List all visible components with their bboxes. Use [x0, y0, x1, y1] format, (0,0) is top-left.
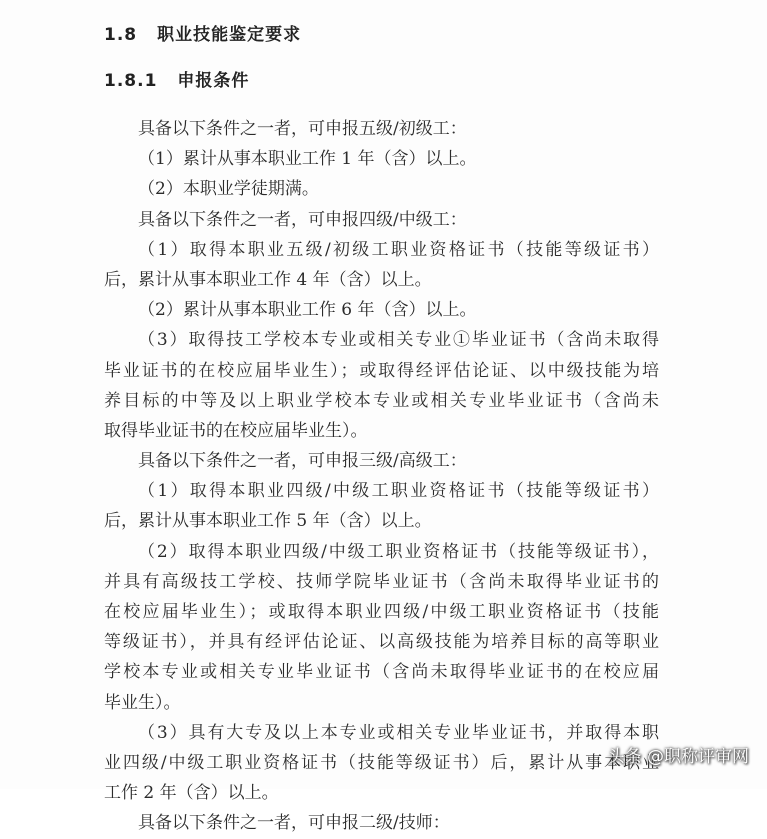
- paragraph-line: （2）本职业学徒期满。: [138, 179, 319, 200]
- paragraph-line: 具备以下条件之一者，可申报三级/高级工：: [138, 451, 467, 472]
- paragraph-line: 在校应届毕业生）；或取得本职业四级/中级工职业资格证书（技能: [104, 602, 659, 622]
- subsection-title: 申报条件: [177, 71, 250, 91]
- paragraph-line: 学校本专业或相关专业毕业证书（含尚未取得毕业证书的在校应届: [104, 662, 659, 683]
- subsection-heading: [104, 66, 249, 91]
- paragraph-line: （1）取得本职业五级/初级工职业资格证书（技能等级证书）: [138, 239, 659, 260]
- paragraph-line: 等级证书），并具有经评估论证、以高级技能为培养目标的高等职业: [104, 632, 659, 653]
- paragraph-line: （3）取得技工学校本专业或相关专业①毕业证书（含尚未取得: [138, 330, 659, 351]
- paragraph-line: 毕业证书的在校应届毕业生）；或取得经评估论证、以中级技能为培: [104, 360, 659, 381]
- paragraph-line: （1）累计从事本职业工作 1 年（含）以上。: [138, 149, 477, 170]
- paragraph-line: 取得毕业证书的在校应届毕业生）。: [104, 420, 368, 441]
- paragraph-line: （3）具有大专及以上本专业或相关专业毕业证书，并取得本职: [138, 722, 659, 743]
- subsection-number: 1.8.1: [104, 71, 158, 91]
- paragraph-line: 具备以下条件之一者，可申报二级/技师：: [138, 813, 450, 834]
- body-text: [104, 114, 659, 839]
- paragraph-line: 后，累计从事本职业工作 5 年（含）以上。: [104, 511, 432, 532]
- paragraph-line: 并具有高级技工学校、技师学院毕业证书（含尚未取得毕业证书的: [104, 571, 659, 592]
- paragraph-line: 具备以下条件之一者，可申报五级/初级工：: [138, 119, 467, 139]
- watermark: 头条 @职称评审网: [607, 747, 749, 767]
- section-heading: [104, 20, 301, 45]
- paragraph-line: （2）累计从事本职业工作 6 年（含）以上。: [138, 300, 477, 321]
- paragraph-line: 毕业生）。: [104, 692, 181, 713]
- paragraph-line: 养目标的中等及以上职业学校本专业或相关专业毕业证书（含尚未: [104, 390, 659, 411]
- section-number: 1.8: [104, 25, 138, 45]
- paragraph-line: 后，累计从事本职业工作 4 年（含）以上。: [104, 269, 432, 290]
- paragraph-line: （2）取得本职业四级/中级工职业资格证书（技能等级证书），: [138, 541, 659, 562]
- section-title: 职业技能鉴定要求: [157, 25, 302, 45]
- paragraph-line: （1）取得本职业四级/中级工职业资格证书（技能等级证书）: [138, 481, 659, 502]
- paragraph-line: 工作 2 年（含）以上。: [104, 783, 279, 804]
- paragraph-line: 业四级/中级工职业资格证书（技能等级证书）后，累计从事本职业: [104, 752, 659, 773]
- paragraph-line: 具备以下条件之一者，可申报四级/中级工：: [138, 209, 467, 230]
